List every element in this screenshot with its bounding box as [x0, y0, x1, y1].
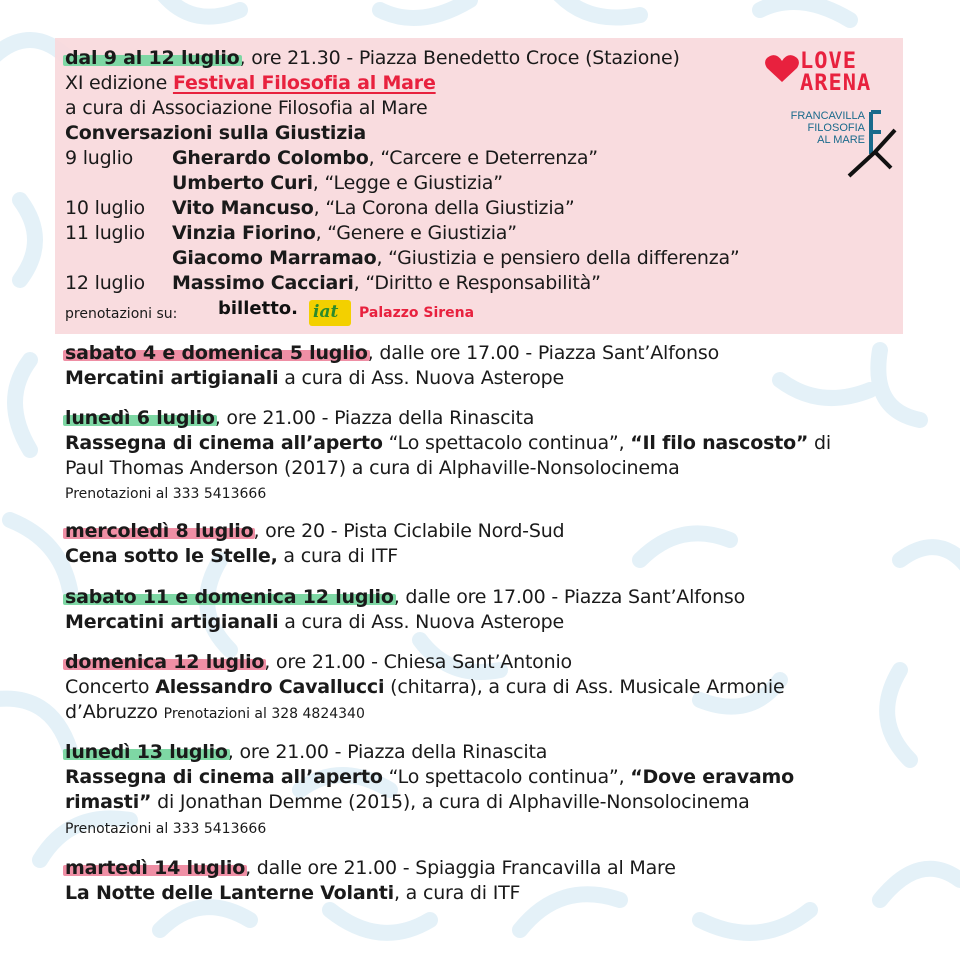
- event-text: Concerto: [65, 676, 156, 698]
- festival-name: Festival Filosofia al Mare: [172, 72, 436, 94]
- talk-topic: , “Giustizia e pensiero della differenza”: [376, 247, 740, 269]
- ffm-logo-mark: [845, 108, 900, 180]
- talk-speaker: Gherardo Colombo: [172, 147, 369, 169]
- event-title-line: [65, 675, 784, 700]
- talk-topic: , “La Corona della Giustizia”: [313, 197, 575, 219]
- film-title: “Il filo nascosto”: [630, 432, 809, 454]
- event-date-rest: , ore 21.00 - Piazza della Rinascita: [214, 407, 535, 429]
- event-title: Mercatini artigianali: [65, 367, 279, 389]
- festival-edition-line: [65, 71, 436, 96]
- film-title: “Dove eravamo: [630, 766, 794, 788]
- event-title-line: [65, 610, 564, 635]
- event-title-line: [65, 881, 520, 906]
- event-date-rest: , ore 20 - Pista Ciclabile Nord-Sud: [253, 520, 565, 542]
- talk-item: [172, 246, 740, 271]
- event-title: Cena sotto le Stelle,: [65, 545, 278, 567]
- talk-day: 10 luglio: [65, 197, 145, 219]
- event-date-line: [65, 519, 564, 544]
- event-subtitle: “Lo spettacolo continua”,: [382, 766, 631, 788]
- event-title: Rassegna di cinema all’aperto: [65, 432, 383, 454]
- ffm-logo-line: AL MARE: [817, 134, 865, 146]
- event-date-line: [65, 406, 534, 431]
- event-date: martedì 14 luglio: [65, 857, 246, 879]
- event-detail: d’Abruzzo: [65, 701, 158, 723]
- talk-speaker: Massimo Cacciari: [172, 272, 354, 294]
- series-title: Conversazioni sulla Giustizia: [65, 122, 367, 144]
- event-detail-line: [65, 700, 365, 727]
- event-date-line: [65, 856, 676, 881]
- event-title-line: [65, 431, 831, 456]
- booking-label: prenotazioni su:: [65, 306, 178, 322]
- event-date-rest: , ore 21.00 - Chiesa Sant’Antonio: [264, 651, 572, 673]
- booking-note: Prenotazioni al 328 4824340: [163, 706, 365, 722]
- festival-date: dal 9 al 12 luglio: [65, 47, 240, 69]
- event-date-rest: , ore 21.00 - Piazza della Rinascita: [227, 741, 548, 763]
- event-detail: Paul Thomas Anderson (2017) a cura di Alphaville-Nonsolocinema: [65, 457, 680, 479]
- event-date: lunedì 6 luglio: [65, 407, 215, 429]
- event-title-rest: a cura di Ass. Nuova Asterope: [278, 611, 564, 633]
- event-title-rest: a cura di Ass. Nuova Asterope: [278, 367, 564, 389]
- event-detail: di Jonathan Demme (2015), a cura di Alphaville-Nonsolocinema: [151, 791, 750, 813]
- film-title: rimasti”: [65, 791, 152, 813]
- event-date-rest: , dalle ore 17.00 - Piazza Sant’Alfonso: [367, 342, 719, 364]
- ffm-logo-line: FRANCAVILLA: [790, 110, 865, 122]
- event-date-line: [65, 585, 745, 610]
- festival-date-line: [65, 46, 680, 71]
- event-date-line: [65, 740, 547, 765]
- iat-logo: [309, 300, 351, 326]
- love-arena-logo-line2: ARENA: [800, 71, 872, 96]
- event-date-rest: , dalle ore 21.00 - Spiaggia Francavilla al Mare: [245, 857, 676, 879]
- iat-logo-text: iat: [313, 302, 339, 322]
- talk-item: [172, 221, 517, 246]
- event-date-line: [65, 650, 572, 675]
- event-title-rest: a cura di ITF: [277, 545, 399, 567]
- event-date: sabato 11 e domenica 12 luglio: [65, 586, 394, 608]
- talk-speaker: Vito Mancuso: [172, 197, 314, 219]
- palazzo-sirena-label: Palazzo Sirena: [359, 305, 475, 321]
- event-title: Rassegna di cinema all’aperto: [65, 766, 383, 788]
- talk-speaker: Vinzia Fiorino: [172, 222, 316, 244]
- talk-speaker: Giacomo Marramao: [172, 247, 377, 269]
- event-date: sabato 4 e domenica 5 luglio: [65, 342, 368, 364]
- talk-item: [172, 271, 601, 296]
- festival-date-rest: , ore 21.30 - Piazza Benedetto Croce (Stazione): [239, 47, 680, 69]
- love-arena-logo-line1: LOVE: [800, 49, 857, 74]
- event-subtitle: “Lo spettacolo continua”,: [382, 432, 631, 454]
- talk-day: 11 luglio: [65, 222, 145, 244]
- billetto-logo[interactable]: billetto.: [218, 298, 299, 319]
- event-title: Mercatini artigianali: [65, 611, 279, 633]
- talk-item: [172, 196, 574, 221]
- ffm-logo-line: FILOSOFIA: [807, 122, 865, 134]
- talk-topic: , “Diritto e Responsabilità”: [353, 272, 601, 294]
- booking-note: Prenotazioni al 333 5413666: [65, 486, 267, 502]
- event-title-rest: , a cura di ITF: [393, 882, 521, 904]
- heart-icon: [764, 54, 800, 84]
- event-date: domenica 12 luglio: [65, 651, 265, 673]
- talk-day: 9 luglio: [65, 147, 134, 169]
- event-title-line: [65, 765, 794, 790]
- event-title: La Notte delle Lanterne Volanti: [65, 882, 394, 904]
- booking-note: Prenotazioni al 333 5413666: [65, 821, 267, 837]
- talk-topic: , “Legge e Giustizia”: [312, 172, 503, 194]
- edition-prefix: XI edizione: [65, 72, 173, 94]
- event-detail-line: [65, 790, 750, 815]
- event-date-line: [65, 341, 719, 366]
- festival-curator: a cura di Associazione Filosofia al Mare: [65, 97, 428, 119]
- talk-speaker: Umberto Curi: [172, 172, 313, 194]
- event-title-line: [65, 366, 564, 391]
- event-date: mercoledì 8 luglio: [65, 520, 254, 542]
- event-date: lunedì 13 luglio: [65, 741, 228, 763]
- talk-item: [172, 146, 598, 171]
- event-title-line: [65, 544, 398, 569]
- event-text: (chitarra), a cura di Ass. Musicale Armonie: [384, 676, 785, 698]
- event-text: di: [808, 432, 831, 454]
- performer-name: Alessandro Cavallucci: [155, 676, 385, 698]
- talk-topic: , “Genere e Giustizia”: [315, 222, 517, 244]
- event-date-rest: , dalle ore 17.00 - Piazza Sant’Alfonso: [393, 586, 746, 608]
- talk-item: [172, 171, 503, 196]
- talk-topic: , “Carcere e Deterrenza”: [368, 147, 598, 169]
- talk-day: 12 luglio: [65, 272, 145, 294]
